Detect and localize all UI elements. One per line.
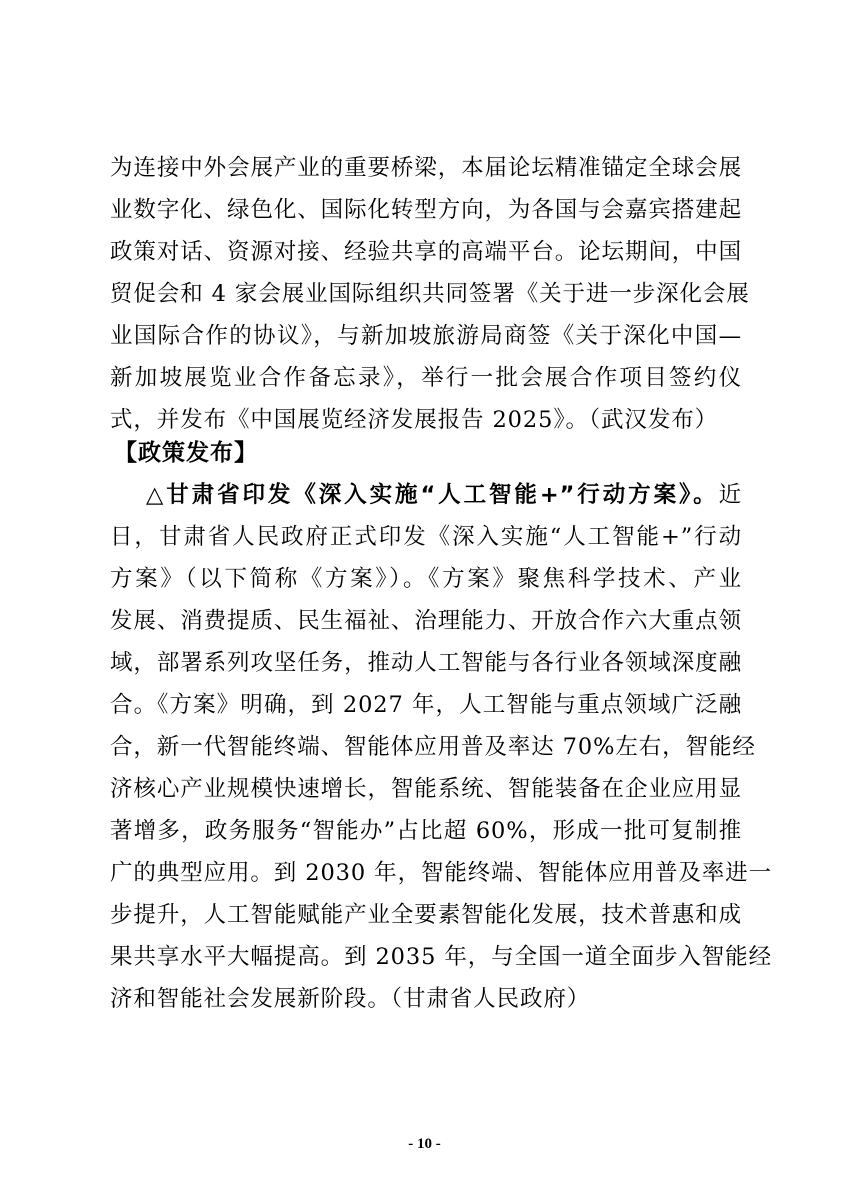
paragraph-line: 广的典型应用。到 2030 年，智能终端、智能体应用普及率进一 (110, 860, 772, 886)
paragraph-line: 域，部署系列攻坚任务，推动人工智能与各行业各领域深度融 (110, 650, 742, 676)
headline-continuation: 近 (718, 482, 742, 508)
news-headline: △甘肃省印发《深入实施“人工智能+”行动方案》。 (146, 482, 719, 508)
paragraph-line: 日，甘肃省人民政府正式印发《深入实施“人工智能+”行动 (110, 524, 742, 550)
page-number: - 10 - (408, 1136, 441, 1152)
paragraph-line: 新加坡展览业合作备忘录》，举行一批会展合作项目签约仪 (110, 365, 742, 391)
paragraph-line: 合。《方案》明确，到 2027 年，人工智能与重点领域广泛融 (110, 692, 742, 718)
paragraph-line: 步提升，人工智能赋能产业全要素智能化发展，技术普惠和成 (110, 902, 742, 928)
paragraph-line: 业数字化、绿色化、国际化转型方向，为各国与会嘉宾搭建起 (110, 197, 742, 223)
paragraph-forum (110, 147, 750, 441)
paragraph-line: 方案》（以下简称《方案》）。《方案》聚焦科学技术、产业 (110, 566, 742, 592)
paragraph-first-line (110, 474, 742, 516)
paragraph-line: 著增多，政务服务“智能办”占比超 60%，形成一批可复制推 (110, 818, 742, 844)
paragraph-line: 式，并发布《中国展览经济发展报告 2025》。（武汉发布） (110, 407, 719, 433)
paragraph-line: 政策对话、资源对接、经验共享的高端平台。论坛期间，中国 (110, 239, 742, 265)
paragraph-line: 济核心产业规模快速增长，智能系统、智能装备在企业应用显 (110, 776, 742, 802)
paragraph-gansu-policy (110, 474, 772, 1020)
paragraph-line: 合，新一代智能终端、智能体应用普及率达 70%左右，智能经 (110, 734, 756, 760)
paragraph-line: 贸促会和 4 家会展业国际组织共同签署《关于进一步深化会展 (110, 281, 750, 307)
paragraph-line: 业国际合作的协议》，与新加坡旅游局商签《关于深化中国— (110, 323, 742, 349)
paragraph-line: 济和智能社会发展新阶段。（甘肃省人民政府） (110, 986, 591, 1012)
section-heading: 【政策发布】 (114, 440, 258, 466)
paragraph-line: 为连接中外会展产业的重要桥梁，本届论坛精准锚定全球会展 (110, 155, 742, 181)
paragraph-line: 发展、消费提质、民生福祉、治理能力、开放合作六大重点领 (110, 608, 742, 634)
paragraph-line: 果共享水平大幅提高。到 2035 年，与全国一道全面步入智能经 (110, 944, 772, 970)
